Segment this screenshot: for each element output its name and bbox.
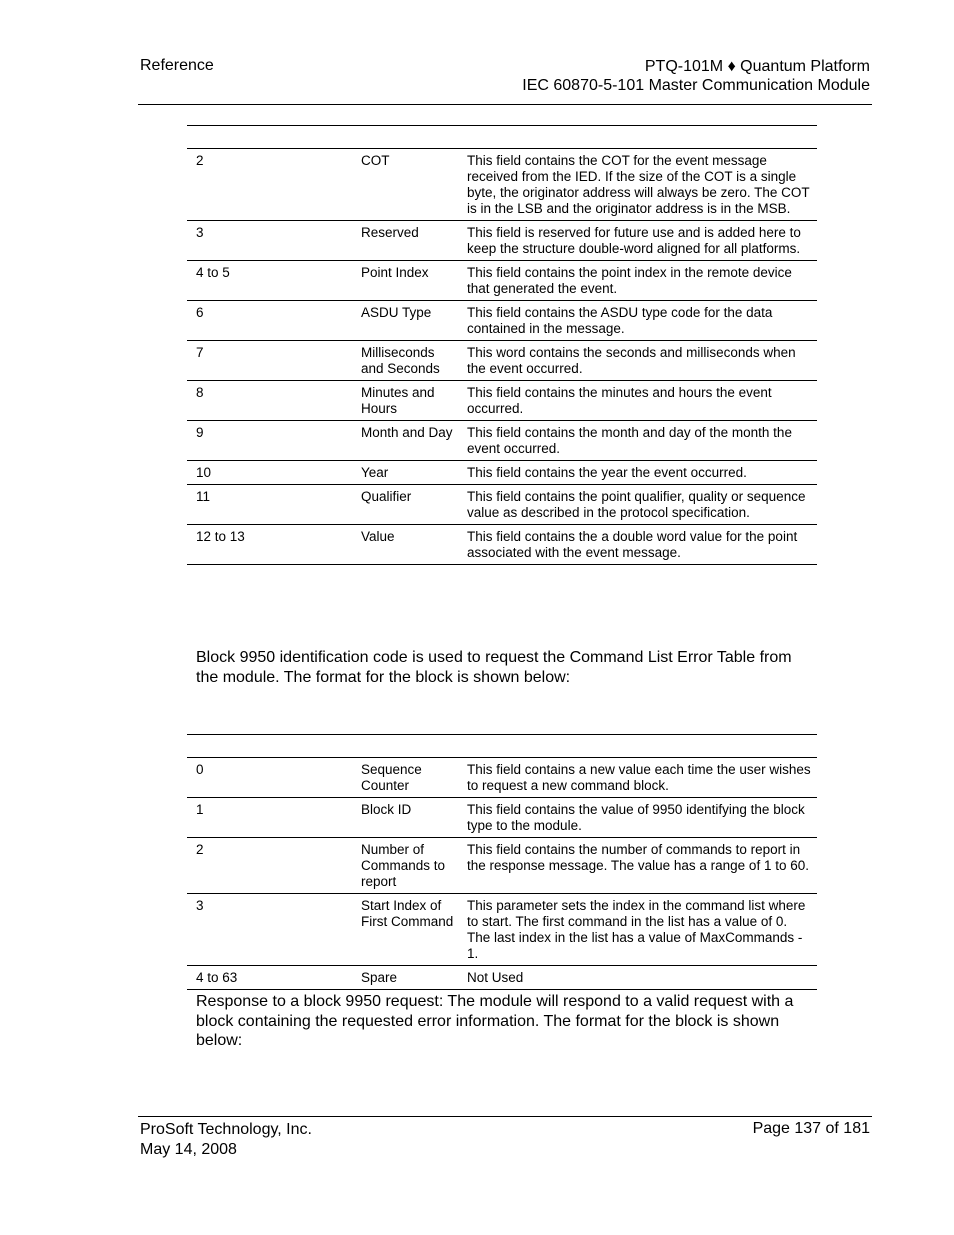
header-product-title [522, 57, 870, 95]
offset-cell: 3 [187, 221, 348, 261]
field-name-cell: Qualifier [348, 485, 464, 525]
offset-cell: 6 [187, 301, 348, 341]
table-row [187, 261, 817, 301]
header-product-line2: IEC 60870-5-101 Master Communication Module [522, 77, 870, 94]
offset-cell: 4 to 63 [187, 966, 348, 990]
description-cell: This field contains the year the event occurred. [464, 461, 817, 485]
header-product-line1: PTQ-101M ♦ Quantum Platform [644, 58, 870, 75]
block-9950-request-table [187, 734, 817, 990]
description-cell: This field contains the month and day of the month the event occurred. [464, 421, 817, 461]
field-name-cell: Reserved [348, 221, 464, 261]
field-name-cell: Minutes and Hours [348, 381, 464, 421]
description-cell: This field contains the a double word value for the point associated with the event message. [464, 525, 817, 565]
table-row [187, 341, 817, 381]
field-name-cell: Block ID [348, 798, 464, 838]
field-name-cell: Number of Commands to report [348, 838, 464, 894]
block-9950-response-paragraph: Response to a block 9950 request: The module will respond to a valid request with a block containing the requested error information. The format for the block is shown below: [196, 993, 794, 1049]
description-cell: This field is reserved for future use and is added here to keep the structure double-word aligned for all platforms. [464, 221, 817, 261]
table-row [187, 381, 817, 421]
field-name-cell: Month and Day [348, 421, 464, 461]
header-section-title: Reference [140, 57, 214, 74]
offset-cell: 12 to 13 [187, 525, 348, 565]
description-cell: This field contains the point index in the remote device that generated the event. [464, 261, 817, 301]
table-row [187, 485, 817, 525]
description-cell: This word contains the seconds and milliseconds when the event occurred. [464, 341, 817, 381]
offset-cell: 3 [187, 894, 348, 966]
footer-page-number: Page 137 of 181 [752, 1120, 870, 1137]
footer-info [140, 1120, 312, 1159]
table-row [187, 461, 817, 485]
description-cell: This field contains the minutes and hours the event occurred. [464, 381, 817, 421]
offset-cell: 2 [187, 838, 348, 894]
table-header-row [187, 735, 817, 758]
header-divider [138, 104, 872, 105]
table-row [187, 301, 817, 341]
field-name-cell: COT [348, 149, 464, 221]
offset-cell: 8 [187, 381, 348, 421]
description-cell: This field contains the number of commands to report in the response message. The value has a range of 1 to 60. [464, 838, 817, 894]
field-name-cell: Point Index [348, 261, 464, 301]
table-row [187, 966, 817, 990]
description-cell: This field contains the COT for the event message received from the IED. If the size of the COT is a single byte, the originator address will always be zero. The COT is in the LSB and the originator address is in the MSB. [464, 149, 817, 221]
table-row [187, 758, 817, 798]
field-name-cell: Sequence Counter [348, 758, 464, 798]
footer-divider [138, 1116, 872, 1117]
table-row [187, 894, 817, 966]
table-row [187, 838, 817, 894]
offset-cell: 11 [187, 485, 348, 525]
offset-cell: 7 [187, 341, 348, 381]
field-name-cell: ASDU Type [348, 301, 464, 341]
description-cell: This field contains the value of 9950 identifying the block type to the module. [464, 798, 817, 838]
footer-date: May 14, 2008 [140, 1140, 237, 1158]
table-row [187, 221, 817, 261]
offset-cell: 1 [187, 798, 348, 838]
block-9950-intro-paragraph: Block 9950 identification code is used to request the Command List Error Table from the module. The format for the block is shown below: [196, 649, 792, 686]
description-cell: This field contains the point qualifier, quality or sequence value as described in the protocol specification. [464, 485, 817, 525]
offset-cell: 4 to 5 [187, 261, 348, 301]
table-row [187, 149, 817, 221]
offset-cell: 0 [187, 758, 348, 798]
field-name-cell: Year [348, 461, 464, 485]
description-cell: This parameter sets the index in the command list where to start. The first command in the list has a value of 0. The last index in the list has a value of MaxCommands - 1. [464, 894, 817, 966]
footer-company: ProSoft Technology, Inc. [140, 1121, 312, 1138]
table-row [187, 421, 817, 461]
offset-cell: 9 [187, 421, 348, 461]
table-row [187, 525, 817, 565]
field-name-cell: Milliseconds and Seconds [348, 341, 464, 381]
description-cell: This field contains the ASDU type code for the data contained in the message. [464, 301, 817, 341]
table-row [187, 798, 817, 838]
description-cell: This field contains a new value each time the user wishes to request a new command block. [464, 758, 817, 798]
event-block-table [187, 125, 817, 565]
table-header-row [187, 126, 817, 149]
offset-cell: 2 [187, 149, 348, 221]
field-name-cell: Spare [348, 966, 464, 990]
description-cell: Not Used [464, 966, 817, 990]
field-name-cell: Value [348, 525, 464, 565]
field-name-cell: Start Index of First Command [348, 894, 464, 966]
offset-cell: 10 [187, 461, 348, 485]
